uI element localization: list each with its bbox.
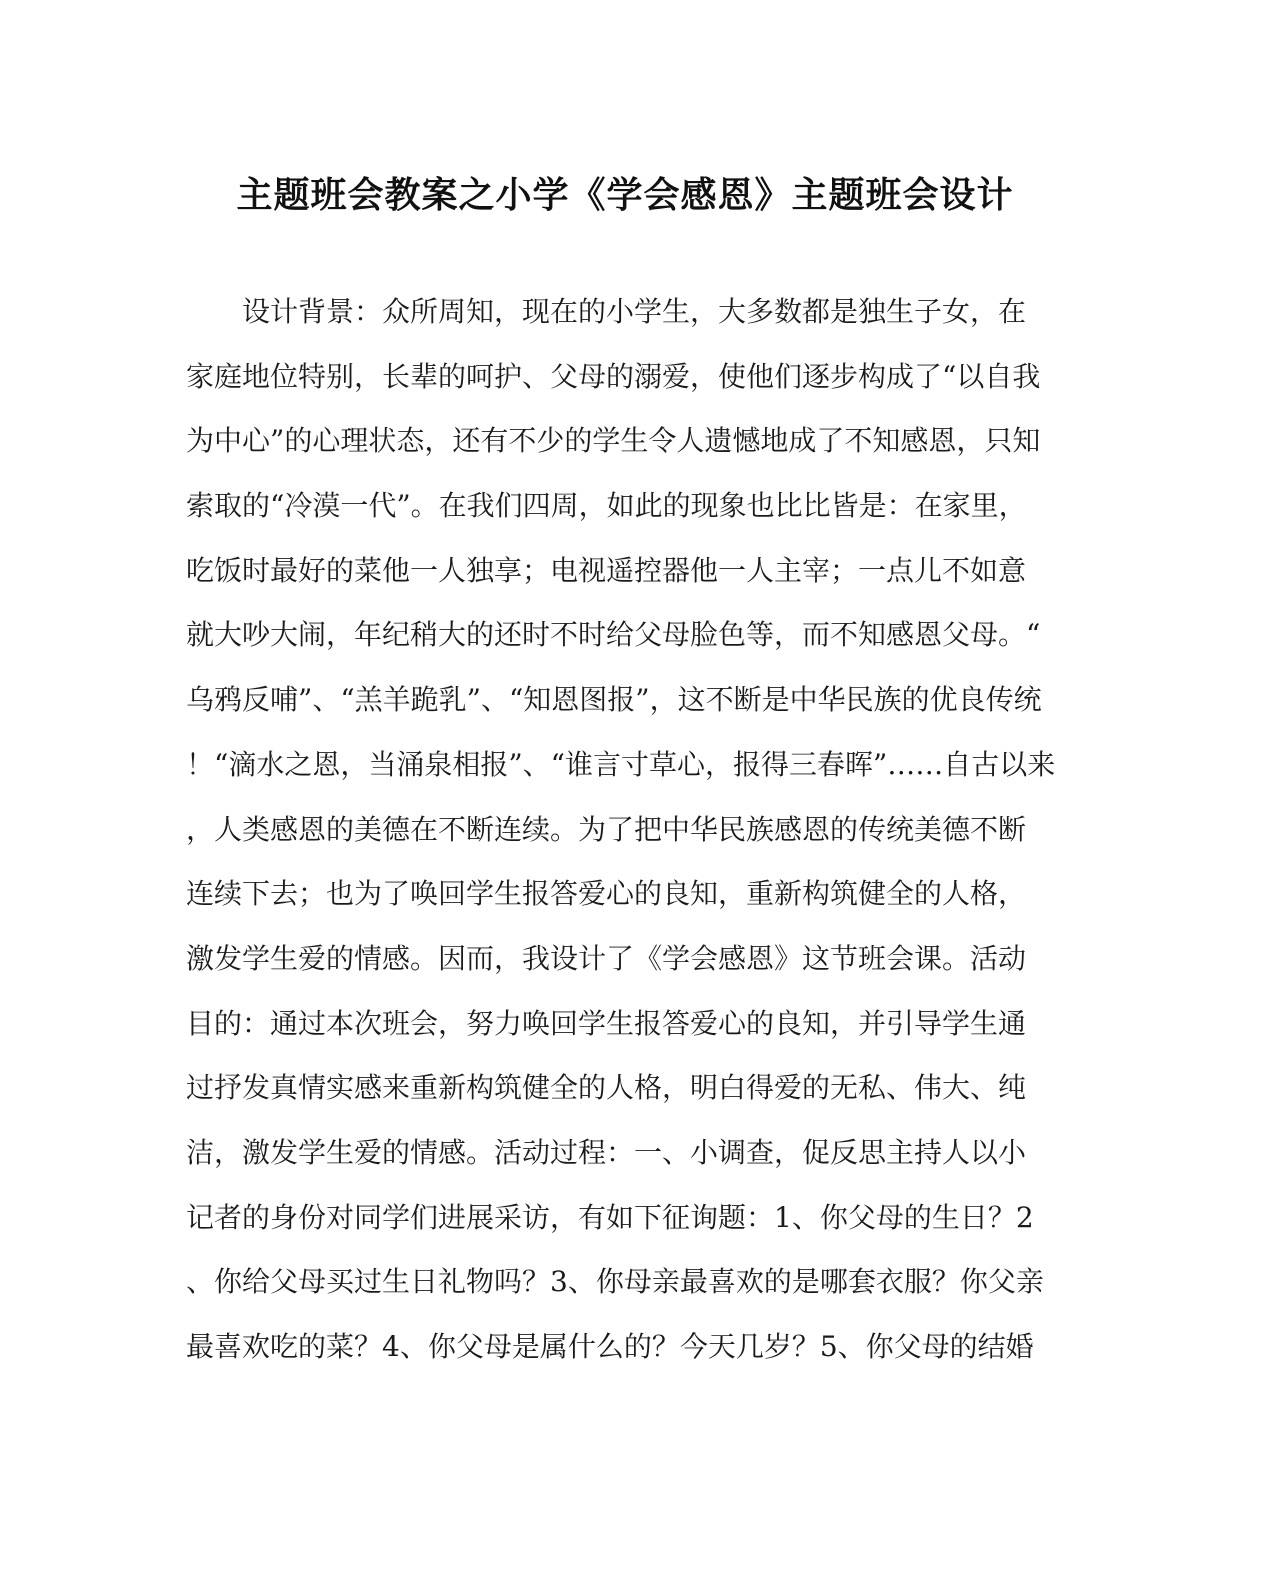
body-line: 、你给父母买过生日礼物吗？3、你母亲最喜欢的是哪套衣服？你父亲	[186, 1265, 1044, 1299]
body-line: 过抒发真情实感来重新构筑健全的人格，明白得爱的无私、伟大、纯	[186, 1071, 1027, 1105]
document-body	[186, 280, 1086, 1380]
body-line: 洁，激发学生爱的情感。活动过程：一、小调查，促反思主持人以小	[186, 1135, 1027, 1169]
body-line: 为中心”的心理状态，还有不少的学生令人遗憾地成了不知感恩，只知	[186, 424, 1041, 458]
body-line: 乌鸦反哺”、“羔羊跪乳”、“知恩图报”，这不断是中华民族的优良传统	[186, 683, 1042, 717]
body-line: 最喜欢吃的菜？4、你父母是属什么的？今天几岁？5、你父母的结婚	[186, 1330, 1034, 1363]
body-line: 连续下去；也为了唤回学生报答爱心的良知，重新构筑健全的人格，	[186, 877, 1027, 911]
body-line: 吃饭时最好的菜他一人独享；电视遥控器他一人主宰；一点儿不如意	[186, 553, 1027, 587]
body-line: 记者的身份对同学们进展采访，有如下征询题：1、你父母的生日？2	[186, 1200, 1034, 1234]
body-line: 就大吵大闹，年纪稍大的还时不时给父母脸色等，而不知感恩父母。“	[186, 618, 1041, 652]
body-line: 激发学生爱的情感。因而，我设计了《学会感恩》这节班会课。活动	[186, 941, 1027, 975]
body-line: ！“滴水之恩，当涌泉相报”、“谁言寸草心，报得三春晖”……自古以来	[186, 747, 1056, 781]
body-line: 设计背景：众所周知，现在的小学生，大多数都是独生子女，在	[186, 295, 1027, 328]
body-line: ，人类感恩的美德在不断连续。为了把中华民族感恩的传统美德不断	[186, 812, 1027, 846]
body-line: 目的：通过本次班会，努力唤回学生报答爱心的良知，并引导学生通	[186, 1006, 1027, 1040]
body-line: 家庭地位特别，长辈的呵护、父母的溺爱，使他们逐步构成了“以自我	[186, 359, 1041, 393]
body-line: 索取的“冷漠一代”。在我们四周，如此的现象也比比皆是：在家里，	[186, 489, 1027, 523]
document-title: 主题班会教案之小学《学会感恩》主题班会设计	[236, 175, 1014, 216]
